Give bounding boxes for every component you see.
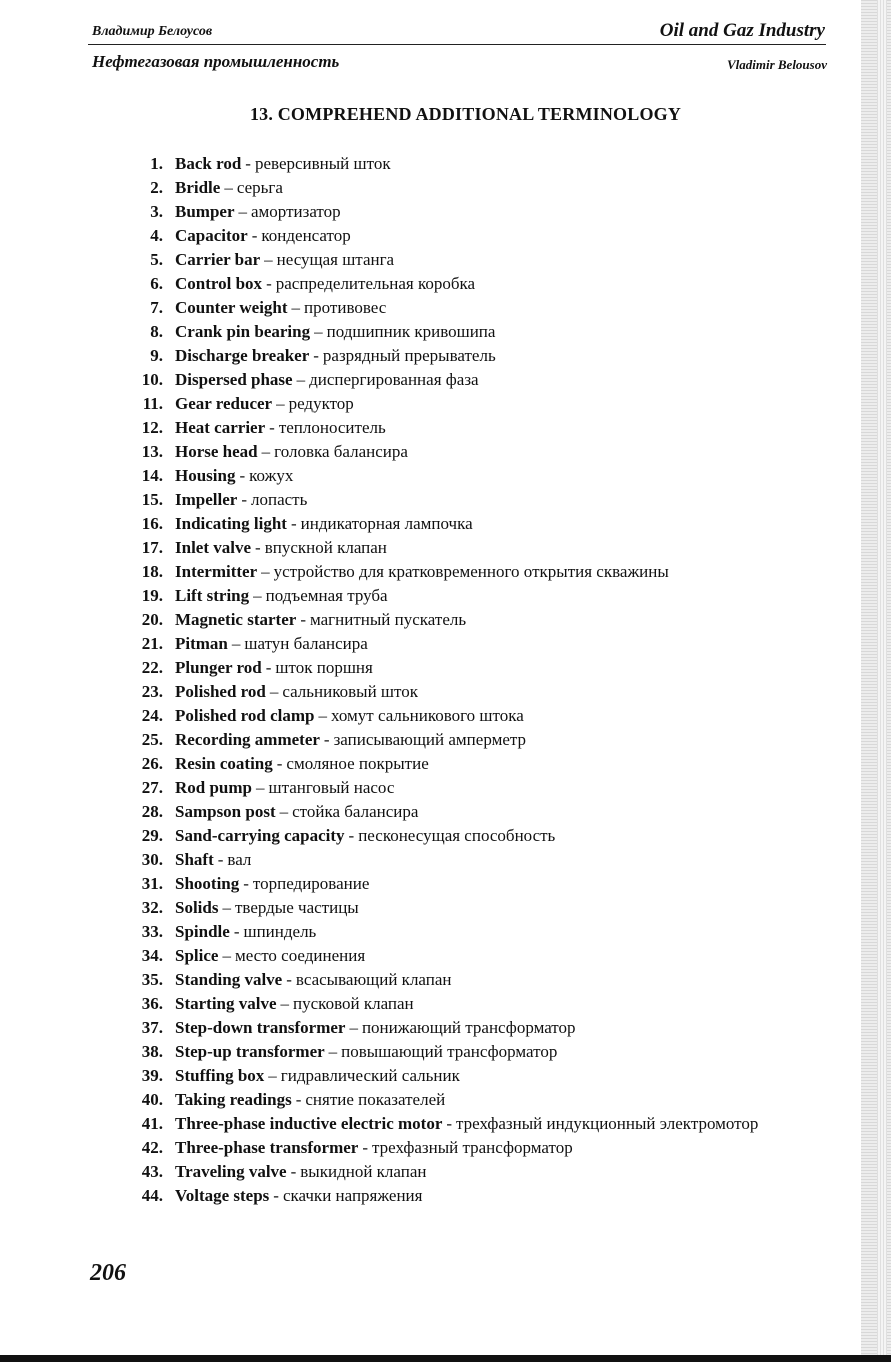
term-english: Shooting [175,874,240,893]
term-english: Impeller [175,490,238,509]
term-separator: – [261,442,271,461]
term-number: 24. [141,706,163,725]
term-russian: гидравлический сальник [280,1066,460,1085]
term-item [120,416,826,440]
term-number: 41. [141,1114,163,1133]
term-item [120,392,826,416]
term-english: Gear reducer [175,394,273,413]
term-number: 21. [141,634,163,653]
term-separator: - [251,226,258,245]
term-russian: стойка балансира [292,802,419,821]
term-russian: смоляное покрытие [286,754,429,773]
term-english: Back rod [175,154,242,173]
term-english: Stuffing box [175,1066,265,1085]
term-number: 7. [150,298,163,317]
term-english: Crank pin bearing [175,322,311,341]
term-number: 6. [150,274,163,293]
term-separator: – [280,994,290,1013]
term-separator: - [362,1138,369,1157]
term-separator: – [231,634,241,653]
term-english: Pitman [175,634,228,653]
term-number: 2. [150,178,163,197]
term-english: Polished rod clamp [175,706,315,725]
term-separator: - [241,490,247,509]
term-english: Intermitter [175,562,258,581]
term-english: Control box [175,274,263,293]
term-item [120,536,826,560]
term-russian: снятие показателей [305,1090,446,1109]
term-separator: – [291,298,301,317]
term-separator: – [261,562,270,581]
term-number: 20. [141,610,163,629]
term-russian: кожух [249,466,294,485]
term-russian: скачки напряжения [282,1186,423,1205]
term-number: 40. [141,1090,163,1109]
term-russian: теплоноситель [278,418,386,437]
term-number: 4. [150,226,163,245]
term-english: Standing valve [175,970,283,989]
term-english: Voltage steps [175,1186,270,1205]
term-item [120,584,826,608]
term-english: Bridle [175,178,221,197]
term-russian: несущая штанга [276,250,395,269]
term-separator: – [253,586,262,605]
term-russian: хомут сальникового штока [330,706,524,725]
term-russian: штанговый насос [268,778,395,797]
term-separator: – [296,370,306,389]
term-item [120,776,826,800]
term-english: Capacitor [175,226,248,245]
term-english: Taking readings [175,1090,292,1109]
term-item [120,1160,826,1184]
term-separator: - [273,1186,279,1205]
term-item [120,920,826,944]
term-number: 30. [141,850,163,869]
term-item [120,728,826,752]
term-number: 34. [141,946,163,965]
page-number: 206 [90,1260,126,1286]
term-russian: записывающий амперметр [333,730,527,749]
term-english: Indicating light [175,514,287,533]
term-english: Three-phase inductive electric motor [175,1114,443,1133]
term-english: Discharge breaker [175,346,310,365]
term-russian: пусковой клапан [293,994,414,1013]
term-item [120,1112,826,1136]
term-english: Bumper [175,202,235,221]
section-title: 13. COMPREHEND ADDITIONAL TERMINOLOGY [249,104,682,124]
term-english: Traveling valve [175,1162,287,1181]
term-separator: - [286,970,292,989]
term-item [120,1184,826,1208]
term-russian: подшипник кривошипа [326,322,496,341]
term-russian: место соединения [234,946,366,965]
term-item [120,872,826,896]
term-item [120,1088,826,1112]
term-item [120,1136,826,1160]
term-separator: - [245,154,251,173]
header-industry-ru: Нефтегазовая промышленность [92,52,340,71]
term-number: 39. [141,1066,163,1085]
term-number: 25. [141,730,163,749]
term-english: Splice [175,946,219,965]
term-separator: – [264,250,273,269]
term-separator: – [222,946,231,965]
term-russian: лопасть [251,490,308,509]
term-english: Housing [175,466,236,485]
term-russian: редуктор [288,394,354,413]
term-english: Horse head [175,442,258,461]
term-separator: – [222,898,231,917]
term-number: 14. [141,466,163,485]
term-russian: амортизатор [251,202,341,221]
term-english: Inlet valve [175,538,252,557]
term-number: 29. [141,826,163,845]
term-number: 26. [141,754,163,773]
term-russian: реверсивный шток [254,154,391,173]
scan-edge-texture [877,0,887,1362]
term-russian: песконесущая способность [358,826,556,845]
term-item [120,296,826,320]
term-english: Sand-carrying capacity [175,826,345,845]
term-item [120,512,826,536]
term-english: Step-down transformer [175,1018,346,1037]
term-item [120,656,826,680]
term-russian: распределительная коробка [275,274,476,293]
term-separator: - [269,418,275,437]
term-number: 13. [141,442,163,461]
term-separator: – [269,682,279,701]
term-separator: - [255,538,261,557]
term-separator: - [323,730,330,749]
term-item [120,992,826,1016]
term-number: 23. [141,682,163,701]
term-number: 12. [141,418,163,437]
term-separator: – [314,322,323,341]
term-number: 1. [150,154,163,173]
term-number: 44. [141,1186,163,1205]
term-russian: трехфазный трансформатор [372,1138,573,1157]
term-item [120,320,826,344]
header-rule [88,44,826,45]
term-separator: – [238,202,247,221]
term-russian: шток поршня [275,658,373,677]
term-item [120,632,826,656]
term-number: 15. [141,490,163,509]
term-russian: сальниковый шток [282,682,418,701]
term-item [120,248,826,272]
term-number: 35. [141,970,163,989]
term-number: 38. [141,1042,163,1061]
term-russian: шатун балансира [244,634,368,653]
term-english: Rod pump [175,778,253,797]
term-russian: шпиндель [243,922,317,941]
term-number: 32. [141,898,163,917]
term-item [120,344,826,368]
term-russian: головка балансира [274,442,408,461]
term-english: Step-up transformer [175,1042,325,1061]
term-russian: серьга [236,178,283,197]
bottom-scan-bar [0,1355,891,1362]
term-separator: – [318,706,327,725]
term-russian: диспергированная фаза [309,370,479,389]
term-english: Sampson post [175,802,276,821]
term-english: Counter weight [175,298,288,317]
term-item [120,680,826,704]
term-russian: твердые частицы [234,898,359,917]
term-separator: - [265,658,272,677]
term-separator: - [233,922,240,941]
term-separator: - [313,346,319,365]
term-separator: – [256,778,265,797]
term-separator: – [328,1042,338,1061]
term-item [120,896,826,920]
term-separator: - [239,466,246,485]
term-separator: – [276,394,285,413]
scan-edge [861,0,891,1362]
term-item [120,272,826,296]
term-separator: - [276,754,283,773]
term-russian: понижающий трансформатор [361,1018,576,1037]
term-number: 3. [150,202,163,221]
term-english: Resin coating [175,754,273,773]
term-number: 43. [141,1162,163,1181]
term-english: Recording ammeter [175,730,320,749]
term-item [120,152,826,176]
term-english: Solids [175,898,219,917]
term-number: 16. [141,514,163,533]
term-number: 28. [141,802,163,821]
term-russian: всасывающий клапан [295,970,452,989]
term-separator: – [224,178,233,197]
term-number: 31. [141,874,163,893]
term-english: Magnetic starter [175,610,297,629]
term-item [120,968,826,992]
term-item [120,752,826,776]
term-russian: устройство для кратковременного открытия скважины [273,562,669,581]
term-english: Dispersed phase [175,370,293,389]
header-author-en: Vladimir Belousov [726,57,827,72]
term-english: Plunger rod [175,658,262,677]
term-item [120,1040,826,1064]
term-russian: повышающий трансформатор [341,1042,558,1061]
term-separator: - [290,514,297,533]
term-number: 42. [141,1138,163,1157]
term-separator: - [243,874,249,893]
term-separator: – [279,802,289,821]
term-separator: - [446,1114,453,1133]
term-russian: торпедирование [252,874,370,893]
term-russian: разрядный прерыватель [322,346,496,365]
term-russian: вал [227,850,252,869]
header-author-ru: Владимир Белоусов [92,24,213,39]
term-russian: конденсатор [261,226,351,245]
term-separator: – [349,1018,358,1037]
term-item [120,224,826,248]
term-english: Starting valve [175,994,277,1013]
term-russian: впускной клапан [264,538,387,557]
term-separator: - [295,1090,302,1109]
term-number: 33. [141,922,163,941]
term-number: 5. [150,250,163,269]
term-item [120,824,826,848]
term-number: 18. [141,562,163,581]
header-industry-en: Oil and Gaz Industry [659,20,825,41]
term-russian: подъемная труба [265,586,388,605]
term-separator: - [266,274,272,293]
term-russian: выкидной клапан [300,1162,427,1181]
term-number: 8. [150,322,163,341]
term-separator: - [348,826,355,845]
term-russian: индикаторная лампочка [300,514,473,533]
term-english: Carrier bar [175,250,261,269]
term-separator: - [290,1162,297,1181]
term-item [120,848,826,872]
term-item [120,560,826,584]
term-number: 19. [141,586,163,605]
term-item [120,200,826,224]
term-separator: – [268,1066,277,1085]
term-separator: - [217,850,224,869]
term-item [120,488,826,512]
term-item [120,464,826,488]
term-item [120,176,826,200]
term-number: 22. [141,658,163,677]
term-english: Polished rod [175,682,266,701]
term-number: 10. [141,370,163,389]
term-item [120,1016,826,1040]
term-number: 36. [141,994,163,1013]
term-item [120,704,826,728]
term-item [120,608,826,632]
term-number: 11. [142,394,163,413]
term-item [120,368,826,392]
term-number: 9. [150,346,163,365]
term-item [120,1064,826,1088]
term-separator: - [300,610,306,629]
term-number: 17. [141,538,163,557]
term-russian: трехфазный индукционный электромотор [456,1114,759,1133]
term-english: Shaft [175,850,214,869]
term-number: 27. [141,778,163,797]
term-russian: противовес [304,298,387,317]
term-list [120,152,826,1208]
term-item [120,944,826,968]
term-english: Lift string [175,586,250,605]
term-russian: магнитный пускатель [309,610,467,629]
term-item [120,440,826,464]
term-english: Heat carrier [175,418,266,437]
term-number: 37. [141,1018,163,1037]
term-english: Three-phase transformer [175,1138,359,1157]
term-english: Spindle [175,922,230,941]
term-item [120,800,826,824]
